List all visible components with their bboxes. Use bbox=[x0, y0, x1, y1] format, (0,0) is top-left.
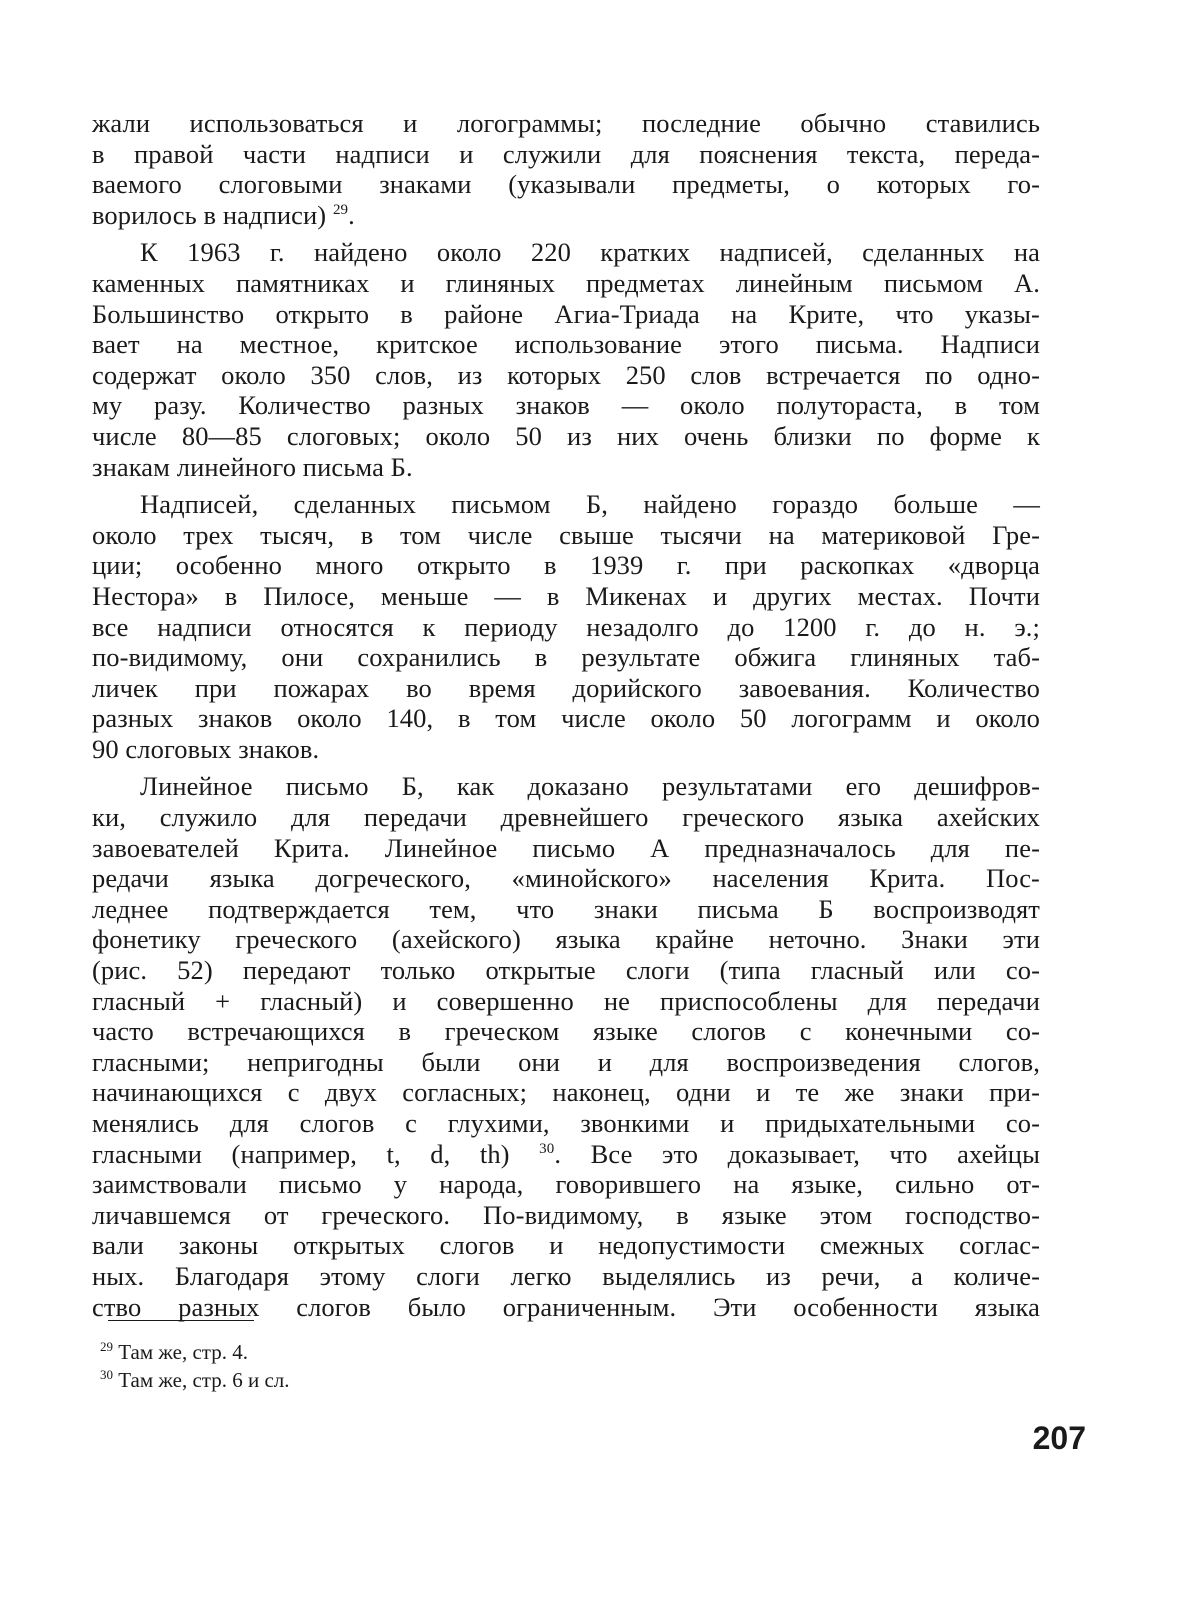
text-fragment: . Все это доказывает, что ахейцы bbox=[554, 1138, 1040, 1169]
footnote-ref[interactable]: 29 bbox=[332, 201, 349, 218]
text-line: Надписей, сделанных письмом Б, найдено гораздо больше — bbox=[140, 489, 1040, 520]
text-line: фонетику греческого (ахейского) языка крайне неточно. Знаки эти bbox=[92, 924, 1040, 955]
text-fragment: гласными (например, t, d, th) bbox=[92, 1138, 510, 1169]
text-line: 90 слоговых знаков. bbox=[92, 733, 320, 764]
text-line: му разу. Количество разных знаков — около полутораста, в том bbox=[92, 390, 1040, 421]
footnote-mark: 30 bbox=[100, 1367, 113, 1382]
text-line: жали использоваться и логограммы; последние обычно ставились bbox=[92, 108, 1040, 138]
text-line: часто встречающихся в греческом языке слогов с конечными со- bbox=[92, 1016, 1040, 1047]
text-line: ство разных слогов было ограниченным. Эти особенности языка bbox=[92, 1291, 1040, 1322]
text-line: леднее подтверждается тем, что знаки письма Б воспроизводят bbox=[92, 893, 1040, 924]
text-line bbox=[92, 1139, 1040, 1170]
footnote-divider bbox=[108, 1320, 254, 1321]
footnote-mark: 29 bbox=[100, 1339, 113, 1354]
footnote-30 bbox=[100, 1366, 290, 1394]
text-line: вали законы открытых слогов и недопустимости смежных соглас- bbox=[92, 1230, 1040, 1261]
text-line: Линейное письмо Б, как доказано результатами его дешифров- bbox=[140, 771, 1040, 802]
text-line: ки, служило для передачи древнейшего греческого языка ахейских bbox=[92, 802, 1040, 833]
text-line: К 1963 г. найдено около 220 кратких надписей, сделанных на bbox=[140, 237, 1040, 268]
text-line: около трех тысяч, в том числе свыше тысячи на материковой Гре- bbox=[92, 519, 1040, 550]
text-line: ции; особенно много открыто в 1939 г. при раскопках «дворца bbox=[92, 550, 1040, 581]
text-line: в правой части надписи и служили для пояснения текста, переда- bbox=[92, 138, 1040, 169]
footnotes bbox=[100, 1338, 290, 1394]
footnote-text: Там же, стр. 4. bbox=[118, 1340, 248, 1364]
text-line: числе 80—85 слоговых; около 50 из них очень близки по форме к bbox=[92, 420, 1040, 451]
text-line: ных. Благодаря этому слоги легко выделялись из речи, а количе- bbox=[92, 1260, 1040, 1291]
text-line: ваемого слоговыми знаками (указывали предметы, о которых го- bbox=[92, 169, 1040, 200]
text-line: личек при пожарах во время дорийского завоевания. Количество bbox=[92, 672, 1040, 703]
paragraph-4 bbox=[92, 771, 1040, 1322]
text-line: Большинство открыто в районе Агиа-Триада на Крите, что указы- bbox=[92, 298, 1040, 329]
text-line: менялись для слогов с глухими, звонкими и придыхательными со- bbox=[92, 1108, 1040, 1138]
text-line: Нестора» в Пилосе, меньше — в Микенах и других местах. Почти bbox=[92, 580, 1040, 611]
text-line: вает на местное, критское использование этого письма. Надписи bbox=[92, 329, 1040, 360]
footnote-29 bbox=[100, 1338, 290, 1366]
footnote-ref[interactable]: 30 bbox=[539, 1140, 555, 1157]
text-fragment: ворилось в надписи) bbox=[92, 199, 327, 230]
text-line bbox=[92, 200, 1040, 231]
text-line: начинающихся с двух согласных; наконец, одни и те же знаки при- bbox=[92, 1077, 1040, 1108]
text-line: все надписи относятся к периоду незадолго до 1200 г. до н. э.; bbox=[92, 611, 1040, 642]
text-fragment: . bbox=[348, 199, 355, 230]
text-line: (рис. 52) передают только открытые слоги (типа гласный или со- bbox=[92, 955, 1040, 986]
text-line: содержат около 350 слов, из которых 250 слов встречается по одно- bbox=[92, 359, 1040, 390]
text-line: редачи языка догреческого, «минойского» населения Крита. Пос- bbox=[92, 863, 1040, 894]
text-line: по-видимому, они сохранились в результате обжига глиняных таб- bbox=[92, 642, 1040, 673]
text-line: гласный + гласный) и совершенно не приспособлены для передачи bbox=[92, 985, 1040, 1016]
text-line: знакам линейного письма Б. bbox=[92, 451, 413, 482]
paragraph-1 bbox=[92, 108, 1040, 230]
page-number: 207 bbox=[1032, 1420, 1086, 1456]
text-line: заимствовали письмо у народа, говорившего на языке, сильно от- bbox=[92, 1169, 1040, 1200]
paragraph-2 bbox=[92, 237, 1040, 482]
footnote-text: Там же, стр. 6 и сл. bbox=[118, 1368, 290, 1392]
text-line: каменных памятниках и глиняных предметах линейным письмом А. bbox=[92, 267, 1040, 298]
text-line: разных знаков около 140, в том числе около 50 логограмм и около bbox=[92, 703, 1040, 734]
text-line: гласными; непригодны были они и для воспроизведения слогов, bbox=[92, 1046, 1040, 1077]
text-line: личавшемся от греческого. По-видимому, в языке этом господство- bbox=[92, 1199, 1040, 1230]
main-text bbox=[92, 108, 1040, 1322]
paragraph-3 bbox=[92, 489, 1040, 764]
text-line: завоевателей Крита. Линейное письмо А предназначалось для пе- bbox=[92, 832, 1040, 863]
